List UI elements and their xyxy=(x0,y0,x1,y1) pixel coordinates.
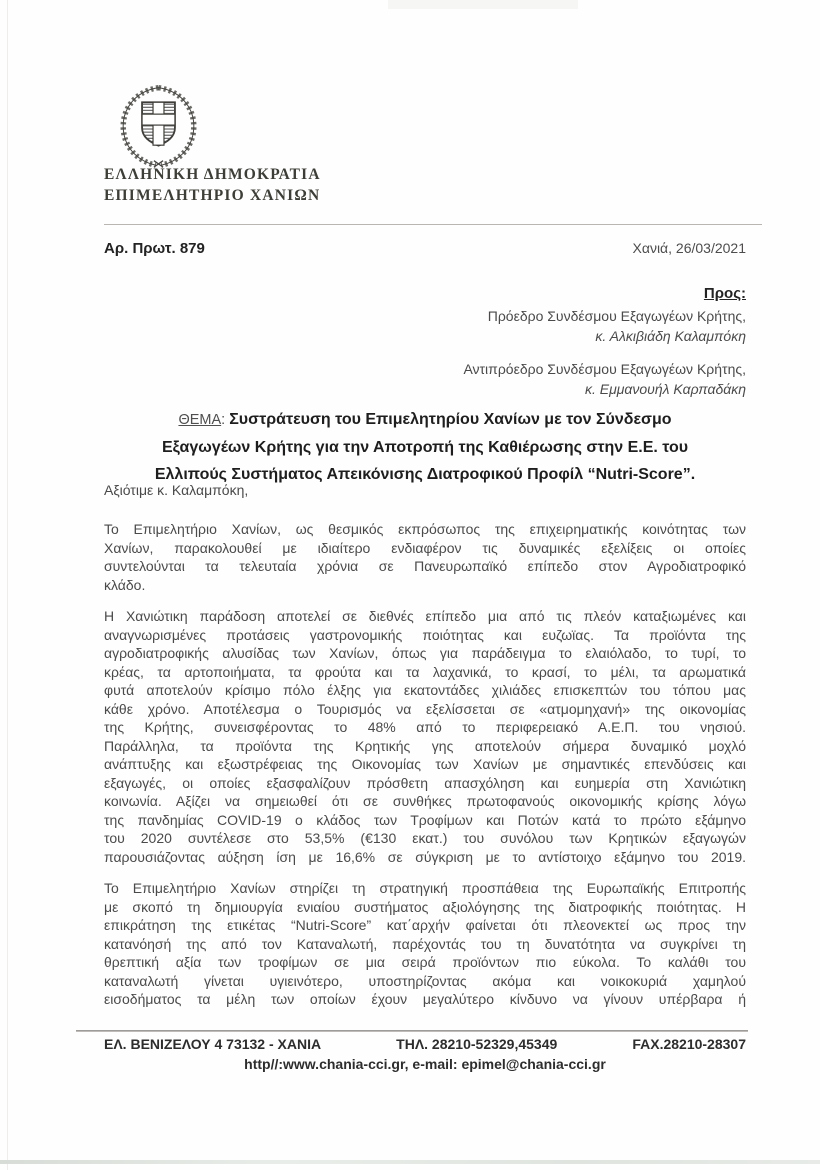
text-line: Παράλληλα, τα προϊόντα της Κρητικής γης αποτελούν σήμερα δυναμικό μοχλό xyxy=(104,737,746,754)
text-line: κλάδο. xyxy=(104,576,146,593)
place-date: Χανιά, 26/03/2021 xyxy=(632,240,746,256)
subject-separator: : xyxy=(221,412,230,428)
recipients-block xyxy=(463,284,746,399)
text-line: αναγνωρισμένες προτάσεις γαστρονομικής ποιότητας και ευζωϊας. Τα προϊόντα της xyxy=(104,626,746,643)
footer-address: ΕΛ. ΒΕΝΙΖΕΛΟΥ 4 73132 - ΧΑΝΙΑ xyxy=(104,1036,322,1052)
recipient-entry xyxy=(463,306,746,346)
text-line: αγροδιατροφικής αλυσίδας των Χανίων, όπως για παράδειγμα το ελαιόλαδο, το τυρί, το xyxy=(104,645,746,661)
subject-label: ΘΕΜΑ xyxy=(178,412,222,428)
recipient-name: κ. Αλκιβιάδη Καλαμπόκη xyxy=(595,328,746,344)
text-line: εξαγωγές, οι οποίες εξασφαλίζουν πρόσθετη απασχόληση και ευημερία στη Χανιώτικη xyxy=(104,774,746,791)
footer-contact-row xyxy=(104,1036,746,1052)
subject-line xyxy=(104,406,746,434)
recipient-title: Αντιπρόεδρο Συνδέσμου Εξαγωγέων Κρήτης, xyxy=(463,361,746,377)
org-line-republic: ΕΛΛΗΝΙΚΗ ΔΗΜΟΚΡΑΤΙΑ xyxy=(104,166,321,183)
greek-coat-of-arms-icon xyxy=(112,84,205,173)
footer-fax: FAX.28210-28307 xyxy=(632,1036,746,1052)
organization-header xyxy=(104,164,321,206)
text-line: κατανόησή της από τον Καταναλωτή, παρέχοντάς του τη δυνατότητα να συγκρίνει τη xyxy=(104,935,746,952)
subject-block xyxy=(104,406,746,488)
recipient-name: κ. Εμμανουήλ Καρπαδάκη xyxy=(584,381,746,397)
text-line: κρέας, τα αρτοποιήματα, τα φρούτα και τα λαχανικά, το κρασί, το μέλι, τα αρωματικά xyxy=(104,663,746,680)
subject-line: Εξαγωγέων Κρήτης για την Αποτροπή της Καθιέρωσης στην Ε.Ε. του xyxy=(161,439,689,456)
header-divider xyxy=(104,224,762,225)
text-line: ανάπτυξης και εξωστρέφειας της Οικονομίας των Χανίων με σημαντικές επενδύσεις και xyxy=(104,756,746,772)
text-line: της Κρήτης, συνεισφέροντας το 48% από το περιφερειακό Α.Ε.Π. του νησιού. xyxy=(104,719,746,735)
letter-body xyxy=(104,520,746,1022)
salutation: Αξιότιμε κ. Καλαμπόκη, xyxy=(104,482,249,498)
footer-web-email: http//:www.chania-cci.gr, e-mail: epimel@chania-cci.gr xyxy=(244,1056,606,1072)
text-line: Η Χανιώτικη παράδοση αποτελεί σε διεθνές επίπεδο μια από τις πλεόν καταξιωμένες και xyxy=(104,608,746,624)
text-line: θρεπτική αξία των τροφίμων σε μια σειρά προϊόντων πιο εύκολα. Το καλάθι του xyxy=(104,954,746,970)
protocol-number: Αρ. Πρωτ. 879 xyxy=(104,240,205,257)
recipient-title: Πρόεδρο Συνδέσμου Εξαγωγέων Κρήτης, xyxy=(487,308,746,324)
subject-text: Συστράτευση του Επιμελητηρίου Χανίων με τον Σύνδεσμο xyxy=(229,411,672,428)
text-line: Χανίων, παρακολουθεί με ιδιαίτερο ενδιαφέρον τις δυναμικές εξελίξεις οι οποίες xyxy=(104,539,746,556)
text-line: συντελούνται τα τελευταία χρόνια σε Πανευρωπαϊκό επίπεδο στον Αγροδιατροφικό xyxy=(104,558,746,574)
text-line: με σκοπό τη δημιουργία ενιαίου συστήματος αξιολόγησης της διατροφικής ποιότητας. Η xyxy=(104,898,746,915)
scan-edge-top xyxy=(388,0,578,9)
text-line: του 2020 συντέλεσε στο 53,5% (€130 εκατ.) του συνόλου των Κρητικών εξαγωγών xyxy=(104,830,746,846)
footer-telephone: ΤΗΛ. 28210-52329,45349 xyxy=(396,1036,558,1052)
scan-edge-bottom xyxy=(0,1160,820,1164)
text-line: Το Επιμελητήριο Χανίων στηρίζει τη στρατηγική προσπάθεια της Ευρωπαϊκής Επιτροπής xyxy=(104,880,746,896)
paragraph xyxy=(104,879,746,1009)
paragraph xyxy=(104,607,746,866)
text-line: καταναλωτή γίνεται υγιεινότερο, υποστηρίζοντας ακόμα και νοικοκυριά χαμηλού xyxy=(104,972,746,989)
org-line-chamber: ΕΠΙΜΕΛΗΤΗΡΙΟ ΧΑΝΙΩΝ xyxy=(104,187,321,204)
meta-row xyxy=(104,240,746,257)
text-line: κοινωνία. Αξίζει να σημειωθεί ότι σε συνθήκες πρωτοφανούς οικονομικής κρίσης λόγω xyxy=(104,793,746,809)
paragraph xyxy=(104,520,746,594)
scan-edge-left xyxy=(7,0,8,1170)
text-line: κάθε χρόνο. Αποτέλεσμα ο Τουρισμός να εξελίσσεται σε «ατμομηχανή» της οικονομίας xyxy=(104,700,746,717)
subject-line: Ελλιπούς Συστήματος Απεικόνισης Διατροφικού Προφίλ “Nutri-Score”. xyxy=(154,466,696,483)
text-line: παρουσιάζοντας αύξηση ίση με 16,6% σε σύγκριση με το αντίστοιχο εξάμηνο του 2019. xyxy=(104,848,746,865)
recipient-entry xyxy=(463,359,746,399)
text-line: της πανδημίας COVID-19 ο κλάδος των Τροφίμων και Ποτών κατά το πρώτο εξάμηνο xyxy=(104,811,746,828)
text-line: Το Επιμελητήριο Χανίων, ως θεσμικός εκπρόσωπος της επιχειρηματικής κοινότητας των xyxy=(104,521,746,537)
text-line: εισοδήματος τα μέλη των οποίων έχουν μεγαλύτερο κίνδυνο να γίνουν υπέρβαρα ή xyxy=(104,991,746,1007)
footer-divider xyxy=(76,1030,748,1032)
text-line: φυτά αποτελούν κρίσιμο πόλο έλξης για εκατοντάδες χιλιάδες επισκεπτών του τόπου μας xyxy=(104,682,746,698)
to-label: Προς: xyxy=(703,285,746,302)
text-line: επικράτηση της ετικέτας “Nutri-Score” κατ΄αρχήν φαίνεται ότι πλεονεκτεί ως προς την xyxy=(104,917,746,933)
